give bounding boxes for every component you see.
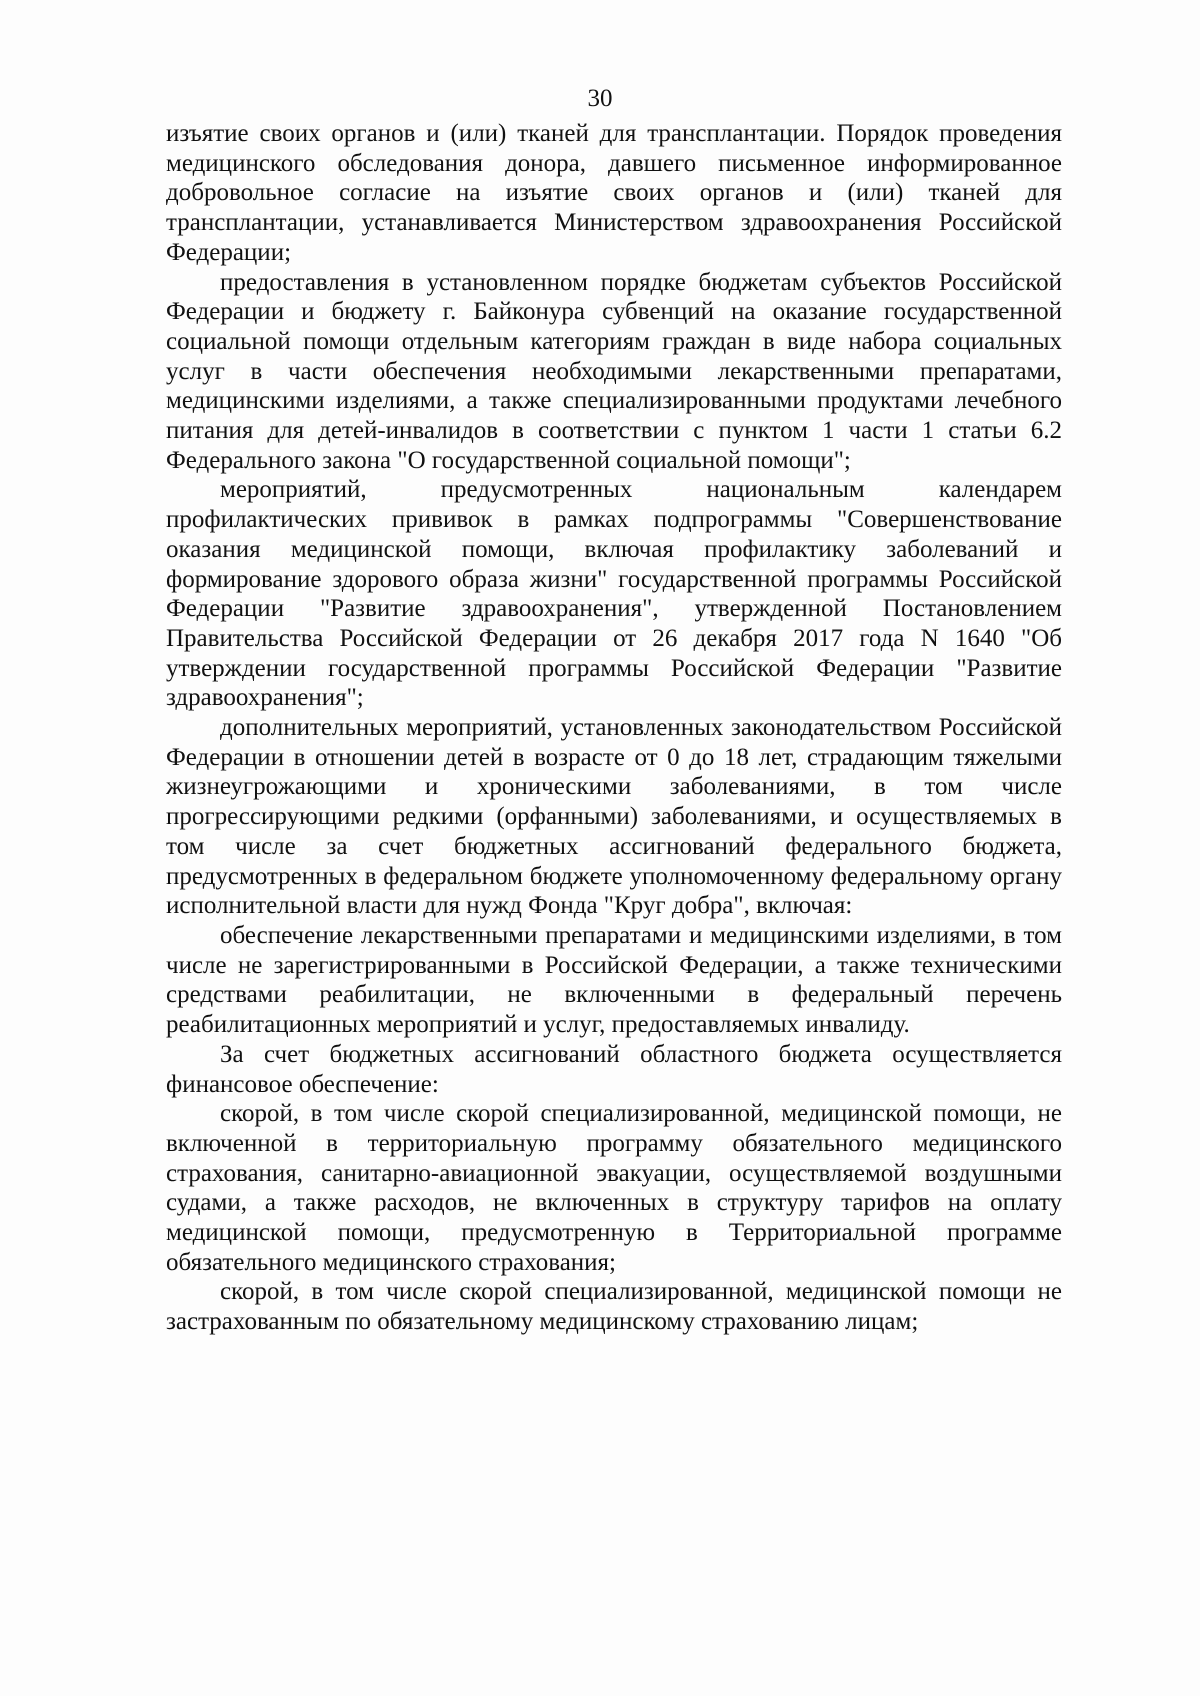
paragraph-emergency-care: скорой, в том числе скорой специализированной, медицинской помощи, не включенной в территориальную программу обязательного медицинского страхования, санитарно-авиационной эвакуации, осуществляемой воздушными судами, а также расходов, не включенных в структуру тарифов на оплату медицинской помощи, предусмотренную в Территориальной программе обязательного медицинского страхования; [166,1100,1062,1276]
paragraph-vaccination-calendar: мероприятий, предусмотренных национальным календарем профилактических прививок в рамках подпрограммы "Совершенствование оказания медицинской помощи, включая профилактику заболеваний и формирование здорового образа жизни" государственной программы Российской Федерации "Развитие здравоохранения", утвержденной Постановлением Правительства Российской Федерации от 26 декабря 2017 года N 1640 "Об утверждении государственной программы Российской Федерации "Развитие здравоохранения"; [166,476,1062,712]
paragraph-organ-donor-examination: изъятие своих органов и (или) тканей для трансплантации. Порядок проведения медицинского обследования донора, давшего письменное информированное добровольное согласие на изъятие своих органов и (или) тканей для трансплантации, устанавливается Министерством здравоохранения Российской Федерации; [166,120,1062,266]
document-body [166,119,1062,1337]
paragraph-uninsured-emergency-care: скорой, в том числе скорой специализированной, медицинской помощи не застрахованным по обязательному медицинскому страхованию лицам; [166,1278,1062,1336]
paragraph-subventions-baikonur: предоставления в установленном порядке бюджетам субъектов Российской Федерации и бюджету г. Байконура субвенций на оказание государственной социальной помощи отдельным категориям граждан в виде набора социальных услуг в части обеспечения необходимыми лекарственными препаратами, медицинскими изделиями, а также специализированными продуктами лечебного питания для детей-инвалидов в соответствии с пунктом 1 части 1 статьи 6.2 Федерального закона "О государственной социальной помощи"; [166,268,1062,474]
paragraph-regional-budget-intro: За счет бюджетных ассигнований областного бюджета осуществляется финансовое обеспечение: [166,1040,1062,1098]
paragraph-krug-dobra-fund: дополнительных мероприятий, установленных законодательством Российской Федерации в отношении детей в возрасте от 0 до 18 лет, страдающим тяжелыми жизнеугрожающими и хроническими заболеваниями, в том числе прогрессирующими редкими (орфанными) заболеваниями, и осуществляемых в том числе за счет бюджетных ассигнований федерального бюджета, предусмотренных в федеральном бюджете уполномоченному федеральному органу исполнительной власти для нужд Фонда "Круг добра", включая: [166,714,1062,920]
paragraph-medicines-provision: обеспечение лекарственными препаратами и медицинскими изделиями, в том числе не зарегистрированными в Российской Федерации, а также техническими средствами реабилитации, не включенными в федеральный перечень реабилитационных мероприятий и услуг, предоставляемых инвалиду. [166,921,1062,1039]
page-number: 30 [587,85,613,112]
